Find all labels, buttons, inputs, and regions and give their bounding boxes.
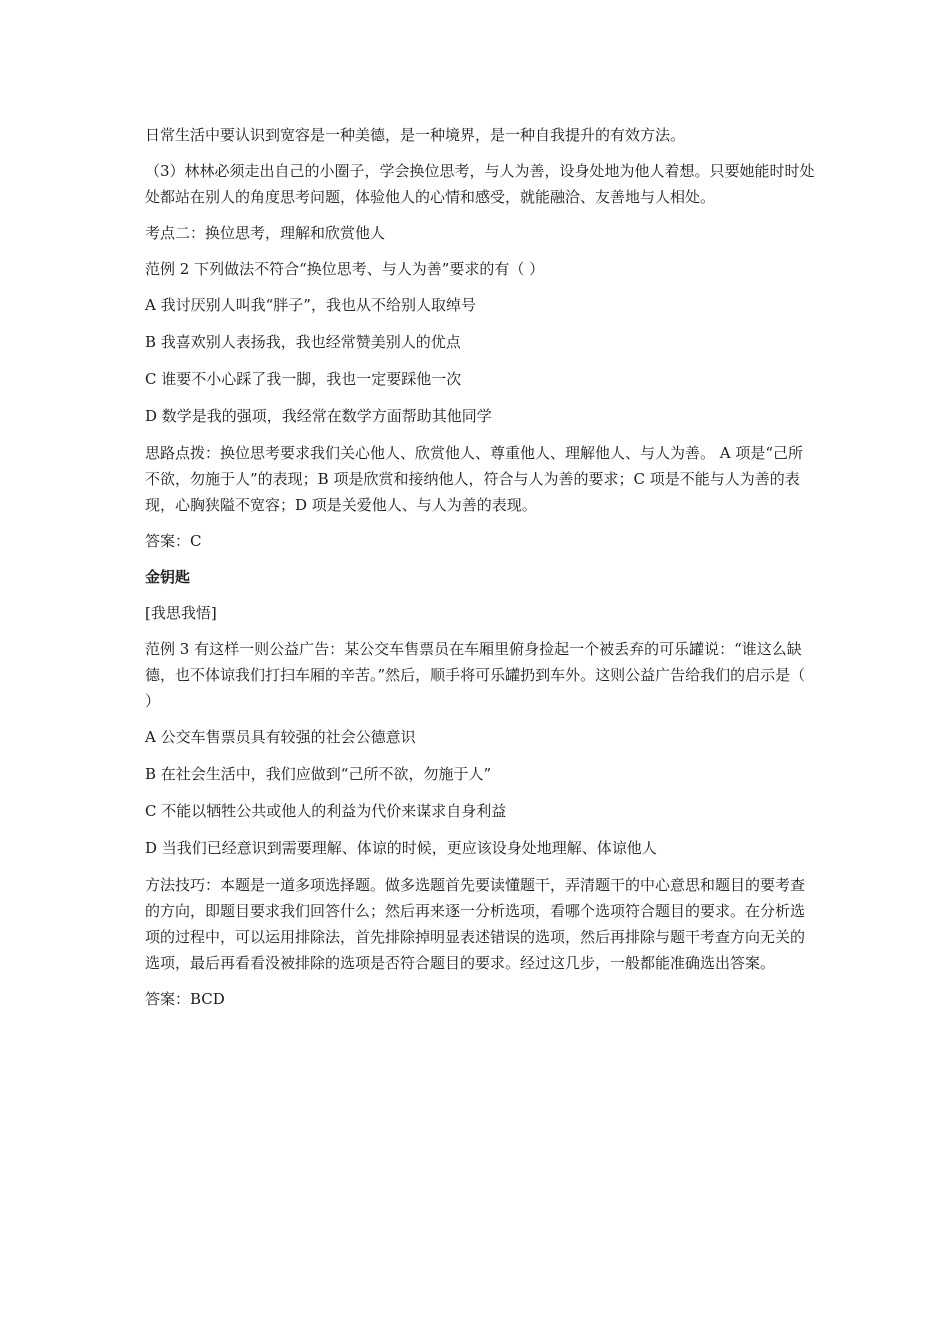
example-3-option-b: B 在社会生活中，我们应做到“己所不欲，勿施于人” [145, 765, 492, 783]
example-2-option-d: D 数学是我的强项，我经常在数学方面帮助其他同学 [145, 407, 492, 425]
paragraph-answer-3: （3）林林必须走出自己的小圈子，学会换位思考，与人为善，设身处地为他人着想。只要她能时时处处都站在别人的角度思考问题，体验他人的心情和感受，就能融洽、友善地与人相处。 [145, 162, 815, 206]
paragraph-tolerance-summary: 日常生活中要认识到宽容是一种美德，是一种境界，是一种自我提升的有效方法。 [145, 126, 686, 144]
example-3-option-d: D 当我们已经意识到需要理解、体谅的时候，更应该设身处地理解、体谅他人 [145, 839, 657, 857]
subsection-label-reflection: [我思我悟] [145, 604, 217, 622]
example-3-method-tips: 方法技巧：本题是一道多项选择题。做多选题首先要读懂题干，弄清题干的中心意思和题目的要考查的方向，即题目要求我们回答什么；然后再来逐一分析选项，看哪个选项符合题目的要求。在分析选项的过程中，可以运用排除法，首先排除掉明显表述错误的选项，然后再排除与题干考查方向无关的选项，最后再看看没被排除的选项是否符合题目的要求。经过这几步，一般都能准确选出答案。 [145, 876, 806, 972]
example-2-question: 范例 2 下列做法不符合“换位思考、与人为善”要求的有（ ） [145, 260, 545, 278]
section-title-key-point-2: 考点二：换位思考，理解和欣赏他人 [145, 224, 386, 242]
example-3-option-c: C 不能以牺牲公共或他人的利益为代价来谋求自身利益 [145, 802, 507, 820]
section-heading-golden-key: 金钥匙 [145, 568, 191, 586]
example-2-option-a: A 我讨厌别人叫我“胖子”，我也从不给别人取绰号 [145, 296, 476, 314]
example-3-answer: 答案：BCD [145, 990, 225, 1008]
document-page [145, 122, 815, 1022]
example-2-analysis: 思路点拨：换位思考要求我们关心他人、欣赏他人、尊重他人、理解他人、与人为善。 A 项是“己所不欲，勿施于人”的表现；B 项是欣赏和接纳他人，符合与人为善的要求；C 项是不能与人为善的表现，心胸狭隘不宽容；D 项是关爱他人、与人为善的表现。 [145, 444, 804, 514]
example-2-answer: 答案：C [145, 532, 202, 550]
example-3-question: 范例 3 有这样一则公益广告：某公交车售票员在车厢里俯身捡起一个被丢弃的可乐罐说：“谁这么缺德，也不体谅我们打扫车厢的辛苦。”然后，顺手将可乐罐扔到车外。这则公益广告给我们的启示是（ ） [145, 640, 806, 710]
example-2-option-c: C 谁要不小心踩了我一脚，我也一定要踩他一次 [145, 370, 462, 388]
example-3-option-a: A 公交车售票员具有较强的社会公德意识 [145, 728, 416, 746]
example-2-option-b: B 我喜欢别人表扬我，我也经常赞美别人的优点 [145, 333, 461, 351]
